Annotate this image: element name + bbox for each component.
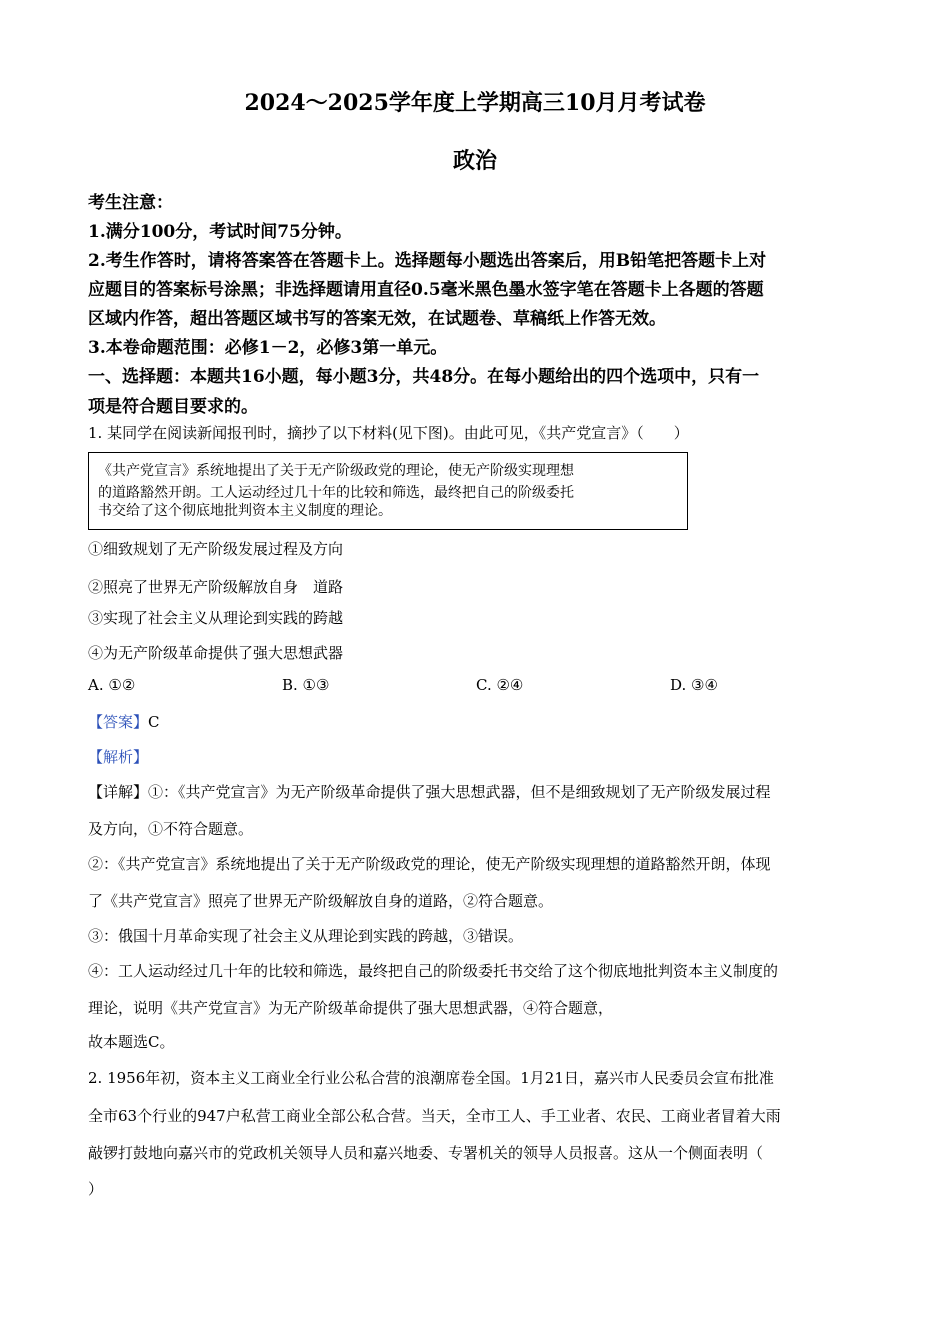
option-c: C. ②④: [476, 676, 524, 694]
statement-item: ③实现了社会主义从理论到实践的跨越: [88, 609, 344, 627]
option-d: D. ③④: [670, 676, 718, 694]
detail-line: 及方向，①不符合题意。: [88, 820, 254, 838]
answer-value: C: [148, 713, 160, 731]
detail-line: 理论，说明《共产党宣言》为无产阶级革命提供了强大思想武器，④符合题意，: [88, 999, 614, 1017]
section-heading-cont: 项是符合题目要求的。: [88, 397, 258, 417]
notice-line: 区域内作答，超出答题区域书写的答案无效，在试题卷、草稿纸上作答无效。: [88, 309, 666, 329]
detail-line: ④：工人运动经过几十年的比较和筛选，最终把自己的阶级委托书交给了这个彻底地批判资本主义制度的: [88, 962, 779, 980]
notice-line: 3.本卷命题范围：必修1－2，必修3第一单元。: [88, 338, 448, 358]
answer-line: [88, 711, 160, 732]
subject-title: 政治: [452, 148, 497, 174]
option-a: A. ①②: [88, 676, 136, 694]
material-line: 书交给了这个彻底地批判资本主义制度的理论。: [98, 503, 392, 519]
material-line: 《共产党宣言》系统地提出了关于无产阶级政党的理论，使无产阶级实现理想: [98, 463, 574, 479]
material-line: 的道路豁然开朗。工人运动经过几十年的比较和筛选，最终把自己的阶级委托: [98, 485, 574, 501]
answer-label: 【答案】: [88, 713, 149, 731]
detail-line: ③：俄国十月革命实现了社会主义从理论到实践的跨越，③错误。: [88, 927, 524, 945]
detail-label: 【详解】: [88, 783, 149, 801]
option-b: B. ①③: [282, 676, 330, 694]
statement-item: ①细致规划了无产阶级发展过程及方向: [88, 540, 344, 558]
detail-line: 故本题选C。: [88, 1033, 175, 1051]
statement-item: ④为无产阶级革命提供了强大思想武器: [88, 644, 344, 662]
notice-line: 2.考生作答时，请将答案答在答题卡上。选择题每小题选出答案后，用B铅笔把答题卡上对: [88, 251, 767, 271]
analysis-label: 【解析】: [88, 748, 149, 766]
notice-line: 应题目的答案标号涂黑；非选择题请用直径0.5毫米黑色墨水签字笔在答题卡上各题的答题: [88, 280, 764, 300]
statement-item: ②照亮了世界无产阶级解放自身 道路: [88, 578, 344, 596]
exam-title: 2024～2025学年度上学期高三10月月考试卷: [244, 90, 706, 116]
section-heading: 一、选择题：本题共16小题，每小题3分，共48分。在每小题给出的四个选项中，只有一: [88, 367, 760, 387]
question-2-line: 全市63个行业的947户私营工商业全部公私合营。当天，全市工人、手工业者、农民、工商业者冒着大雨: [88, 1107, 781, 1125]
question-2-line: ）: [88, 1180, 104, 1198]
detail-line: ②：《共产党宣言》系统地提出了关于无产阶级政党的理论，使无产阶级实现理想的道路豁然开朗，体现: [88, 855, 771, 873]
detail-line: 了《共产党宣言》照亮了世界无产阶级解放自身的道路，②符合题意。: [88, 892, 554, 910]
detail-text: ①：《共产党宣言》为无产阶级革命提供了强大思想武器，但不是细致规划了无产阶级发展过程: [148, 783, 771, 801]
detail-line: [88, 781, 771, 802]
notice-heading: 考生注意：: [88, 193, 173, 213]
question-1-stem: 1. 某同学在阅读新闻报刊时，摘抄了以下材料(见下图)。由此可见，《共产党宣言》（ ）: [88, 424, 689, 442]
question-2-line: 2. 1956年初，资本主义工商业全行业公私合营的浪潮席卷全国。1月21日，嘉兴市人民委员会宣布批准: [88, 1069, 774, 1087]
notice-line: 1.满分100分，考试时间75分钟。: [88, 222, 352, 242]
question-2-line: 敲锣打鼓地向嘉兴市的党政机关领导人员和嘉兴地委、专署机关的领导人员报喜。这从一个侧面表明（: [88, 1144, 764, 1162]
